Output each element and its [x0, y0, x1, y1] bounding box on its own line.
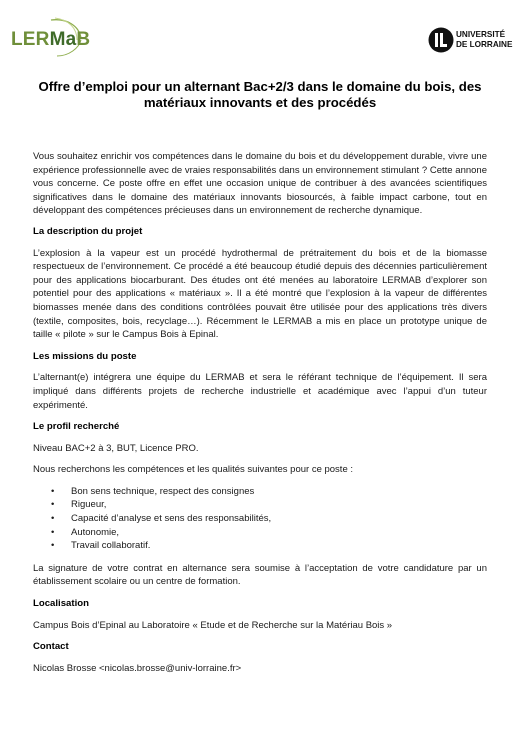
- contact-heading: Contact: [33, 641, 69, 653]
- contact-paragraph: Nicolas Brosse <nicolas.brosse@univ-lorraine.fr>: [33, 662, 242, 674]
- document-body: [33, 150, 487, 675]
- skills-list: [33, 485, 487, 553]
- profile-lead: Nous recherchons les compétences et les qualités suivantes pour ce poste :: [33, 464, 354, 476]
- universite-de-lorraine-logo: [428, 26, 516, 54]
- intro-paragraph: Vous souhaitez enrichir vos compétences dans le domaine du bois et du développement durable, vivre une expérience professionnelle avec de vraies responsabilités dans un environnement stimulant ? Cette annone vous concerne. Ce poste offre en effet une occasion unique de contribuer à des avancées scientifiques significatives dans le domaine des matériaux innovants biosourcés, à faible impact carbone, tout en développant des compétences précieuses dans un environnement de recherche dynamique.: [33, 151, 487, 217]
- page-title: Offre d’emploi pour un alternant Bac+2/3 dans le domaine du bois, des matériaux innovants et des procédés: [38, 79, 482, 110]
- location-paragraph: Campus Bois d’Epinal au Laboratoire « Etude et de Recherche sur la Matériau Bois »: [33, 619, 393, 631]
- list-item: • Capacité d’analyse et sens des responsabilités,: [33, 512, 487, 526]
- lermab-wordmark: LERMaB: [11, 29, 91, 50]
- ul-wordmark: [456, 30, 512, 50]
- list-item: • Autonomie,: [33, 526, 487, 540]
- profile-level: Niveau BAC+2 à 3, BUT, Licence PRO.: [33, 442, 199, 454]
- project-heading: La description du projet: [33, 225, 143, 237]
- ul-wordmark-line-2: DE LORRAINE: [456, 40, 513, 49]
- list-item: • Bon sens technique, respect des consignes: [33, 485, 487, 499]
- lermab-logo: [7, 16, 91, 60]
- project-paragraph: L’explosion à la vapeur est un procédé hydrothermal de prétraitement du bois et de la biomasse respectueux de l’environnement. Ce procédé a été beaucoup étudié depuis des décennies particulièrement pour des applications biocarburant. Des études ont été menées au laboratoire LERMAB d’explorer son potentiel pour des applications « matériaux ». Il a été montré que l’explosion à la vapeur de différentes biomasses menée dans des conditions contrôlées pouvait être utilisée pour des applications très divers (textile, composites, bois, recyclage…). Récemment le LERMAB a mis en place un prototype unique de taille « pilote » sur le Campus Bois à Epinal.: [33, 247, 487, 341]
- missions-heading: Les missions du poste: [33, 350, 137, 362]
- contract-paragraph: La signature de votre contrat en alternance sera soumise à l’acceptation de votre candidature par un établissement scolaire ou un centre de formation.: [33, 562, 487, 588]
- profile-heading: Le profil recherché: [33, 421, 120, 433]
- missions-paragraph: L’alternant(e) intégrera une équipe du LERMAB et sera le référant technique de l’équipement. Il sera impliqué dans différents projets de recherche industrielle et académique avec l’appui d’un tuteur expérimenté.: [33, 372, 487, 411]
- ul-wordmark-line-1: UNIVERSITÉ: [456, 30, 506, 39]
- list-item: • Travail collaboratif.: [33, 539, 487, 553]
- ul-emblem-icon: [428, 27, 454, 53]
- list-item: • Rigueur,: [33, 498, 487, 512]
- location-heading: Localisation: [33, 598, 89, 610]
